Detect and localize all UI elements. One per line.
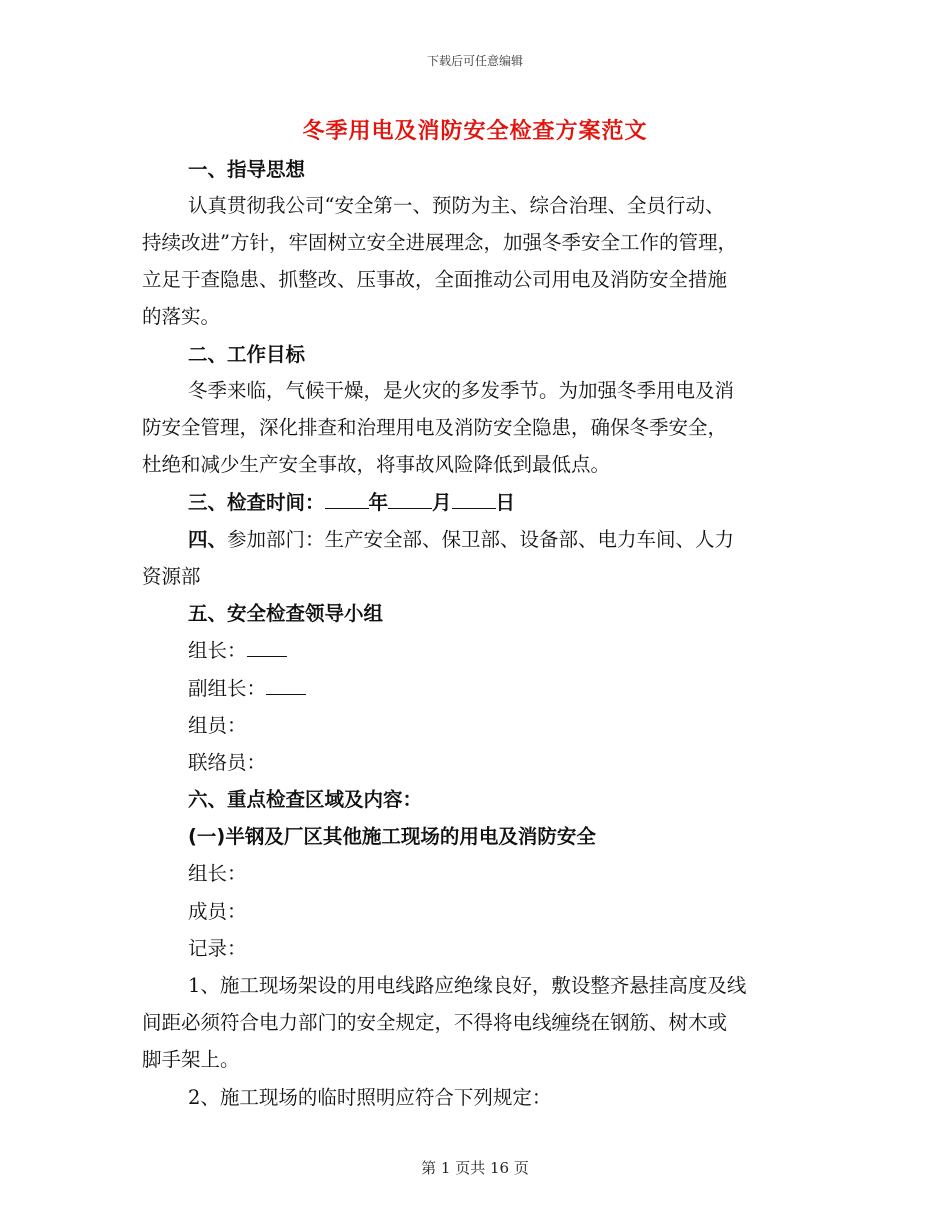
vice-leader-blank [266,676,306,695]
liaison-line: 联络员： [188,751,267,774]
paragraph-line: 认真贯彻我公司“安全第一、预防为主、综合治理、全员行动、 [188,194,725,217]
sub-leader-line: 组长： [188,862,247,885]
item-2-line: 2、施工现场的临时照明应符合下列规定： [188,1086,552,1109]
item-1-line: 1、施工现场架设的用电线路应绝缘良好，敷设整齐悬挂高度及线 [188,974,747,997]
vice-leader-label: 副组长： [188,677,267,700]
year-label: 年 [368,491,389,514]
paragraph-line: 间距必须符合电力部门的安全规定，不得将电线缠绕在钢筋、树木或 [142,1011,728,1034]
document-title: 冬季用电及消防安全检查方案范文 [302,119,648,144]
paragraph-line: 立足于查隐患、抓整改、压事故，全面推动公司用电及消防安全措施 [142,268,728,291]
day-label: 日 [495,491,516,514]
section-line-4 [188,527,734,553]
section-heading-2: 二、工作目标 [188,343,306,366]
vice-leader-line [188,676,306,702]
paragraph-line: 防安全管理，深化排查和治理用电及消防安全隐患，确保冬季安全， [142,416,728,439]
leader-label: 组长： [188,639,247,662]
day-blank [452,490,496,509]
paragraph-line: 冬季来临，气候干燥，是火灾的多发季节。为加强冬季用电及消 [188,379,735,402]
paragraph-line: 资源部 [142,565,201,588]
sub-members-line: 成员： [188,900,247,923]
inspection-time-label: 三、检查时间： [188,491,325,514]
sub-record-line: 记录： [188,937,247,960]
paragraph-line: 的落实。 [142,305,221,328]
leader-line [188,638,287,664]
paragraph-line: 持续改进”方针，牢固树立安全进展理念，加强冬季安全工作的管理， [142,231,737,254]
paragraph-line: 脚手架上。 [142,1048,240,1071]
header-note: 下载后可任意编辑 [426,54,523,68]
paragraph-line: 杜绝和减少生产安全事故，将事故风险降低到最低点。 [142,453,611,476]
subsection-heading-1: (一)半钢及厂区其他施工现场的用电及消防安全 [188,825,596,848]
year-blank [325,490,369,509]
page-number: 第 1 页共 16 页 [421,1159,529,1177]
leader-blank [247,638,287,657]
section-heading-6: 六、重点检查区域及内容： [188,788,423,811]
departments-text: 参加部门：生产安全部、保卫部、设备部、电力车间、人力 [227,528,735,551]
section-heading-3 [188,490,515,516]
members-line: 组员： [188,714,247,737]
section-number-4: 四、 [188,528,228,551]
month-blank [388,490,432,509]
month-label: 月 [432,491,452,514]
section-heading-5: 五、安全检查领导小组 [188,602,384,625]
section-heading-1: 一、指导思想 [188,158,306,181]
